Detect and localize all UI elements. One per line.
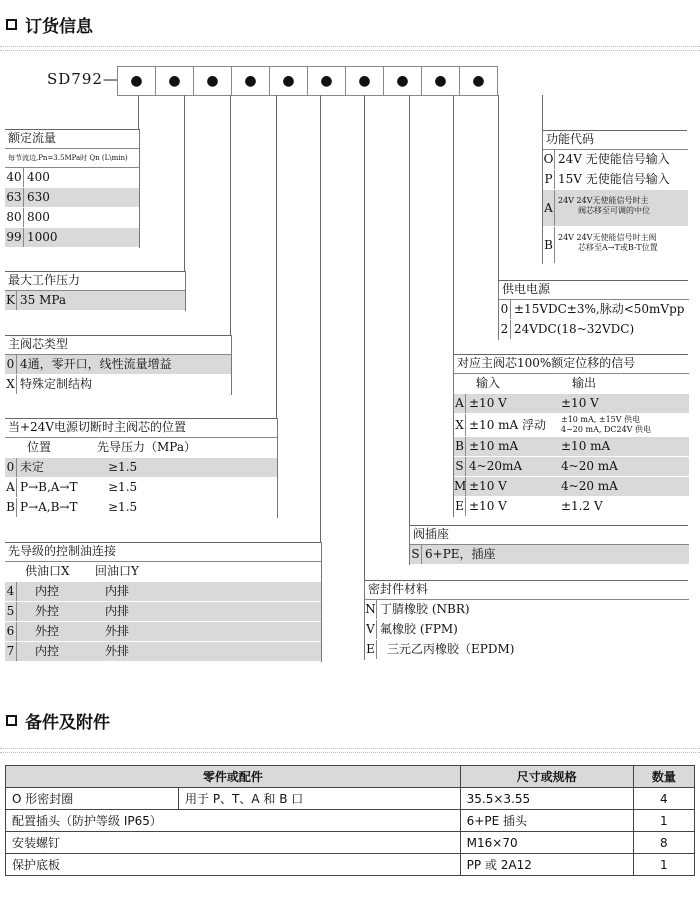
connector-line: [184, 95, 185, 271]
connector-line: [498, 95, 499, 280]
table-row: S 6+PE，插座: [410, 545, 689, 565]
table-row: 4 内控 内排: [5, 582, 321, 602]
table-row: 5 外控 内排: [5, 602, 321, 622]
table-row: S 4~20mA 4~20 mA: [454, 457, 689, 477]
power-cut-title: 当+24V电源切断时主阀芯的位置: [5, 418, 277, 438]
checkbox-square-icon: [6, 19, 17, 30]
socket-block: [409, 525, 689, 565]
code-slot: ●: [383, 66, 422, 96]
table-row: 保护底板 PP 或 2A12 1: [6, 854, 695, 876]
table-row: 40 400: [5, 168, 139, 188]
table-row: O 24V 无使能信号输入: [543, 150, 688, 170]
table-row: 2 24VDC(18~32VDC): [499, 320, 689, 340]
table-header-row: 输入 输出: [454, 374, 689, 394]
power-cut-block: [5, 418, 278, 518]
code-slot: ●: [193, 66, 232, 96]
table-row: A ±10 V ±10 V: [454, 394, 689, 414]
table-row: P 15V 无使能信号输入: [543, 170, 688, 190]
table-row: A P→B,A→T ≥1.5: [5, 478, 277, 498]
table-row: 6 外控 外排: [5, 622, 321, 642]
accessories-table: [5, 765, 695, 876]
table-row: E 三元乙丙橡胶（EPDM): [365, 640, 689, 660]
spool-type-title: 主阀芯类型: [5, 335, 231, 355]
code-slot: ●: [345, 66, 384, 96]
table-row: 7 内控 外排: [5, 642, 321, 662]
code-slot: ●: [155, 66, 194, 96]
connector-line: [364, 95, 365, 580]
section-divider: [0, 46, 700, 51]
table-row: V 氟橡胶 (FPM): [365, 620, 689, 640]
table-row: B P→A,B→T ≥1.5: [5, 498, 277, 518]
table-row: 安装螺钉 M16×70 8: [6, 832, 695, 854]
table-row: A 24V 24V无使能信号时主 阀芯移至可调的中位: [543, 190, 688, 227]
table-header-row: 位置 先导压力（MPa）: [5, 438, 277, 458]
table-row: 0 未定 ≥1.5: [5, 458, 277, 478]
signal-block: [453, 354, 689, 517]
table-row: 99 1000: [5, 228, 139, 248]
code-slot: ●: [269, 66, 308, 96]
rated-flow-block: [5, 129, 140, 248]
table-row: K 35 MPa: [5, 291, 185, 311]
power-supply-block: [498, 280, 689, 340]
connector-line: [276, 95, 277, 418]
code-slot: ●: [459, 66, 498, 96]
connector-line: [409, 95, 410, 525]
table-row: X ±10 mA 浮动 ±10 mA, ±15V 供电 4~20 mA, DC24V 供电: [454, 414, 689, 437]
power-supply-title: 供电电源: [499, 280, 689, 300]
function-code-title: 功能代码: [543, 130, 688, 150]
code-slot: ●: [117, 66, 156, 96]
code-slots: [118, 66, 498, 96]
table-row: 80 800: [5, 208, 139, 228]
table-header-row: 零件或配件 尺寸或规格 数量: [6, 766, 695, 788]
code-slot: ●: [307, 66, 346, 96]
table-row: 0 4通，零开口，线性流量增益: [5, 355, 231, 375]
table-row: O 形密封圈 用于 P、T、A 和 B 口 35.5×3.55 4: [6, 788, 695, 810]
rated-flow-subtitle: 每节流边,Pn=3.5MPa时 Qn (L\min): [5, 149, 139, 168]
max-pressure-title: 最大工作压力: [5, 271, 185, 291]
spool-type-block: [5, 335, 232, 395]
seal-block: [364, 580, 689, 660]
function-code-block: [542, 130, 688, 264]
table-row: 配置插头（防护等级 IP65） 6+PE 插头 1: [6, 810, 695, 832]
model-prefix: SD792—: [47, 70, 119, 88]
connector-line: [453, 95, 454, 355]
pilot-oil-title: 先导级的控制油连接: [5, 542, 321, 562]
table-row: 0 ±15VDC±3%,脉动<50mVpp: [499, 300, 689, 320]
code-slot: ●: [421, 66, 460, 96]
connector-line: [542, 95, 543, 130]
ordering-section-title: 订货信息: [6, 12, 93, 37]
checkbox-square-icon: [6, 715, 17, 726]
pilot-oil-block: [5, 542, 322, 662]
code-slot: ●: [231, 66, 270, 96]
rated-flow-title: 额定流量: [5, 129, 139, 149]
connector-line: [320, 95, 321, 542]
signal-title: 对应主阀芯100%额定位移的信号: [454, 354, 689, 374]
table-row: M ±10 V 4~20 mA: [454, 477, 689, 497]
table-row: N 丁腈橡胶 (NBR): [365, 600, 689, 620]
accessories-section-title: 备件及附件: [6, 708, 110, 733]
connector-line: [230, 95, 231, 335]
seal-title: 密封件材料: [365, 580, 689, 600]
socket-title: 阀插座: [410, 525, 689, 545]
table-row: X 特殊定制结构: [5, 375, 231, 395]
table-row: 63 630: [5, 188, 139, 208]
connector-line: [138, 95, 139, 129]
section-divider: [0, 748, 700, 753]
table-row: B 24V 24V无使能信号时主阀 芯移至A→T或B-T位置: [543, 227, 688, 264]
max-pressure-block: [5, 271, 186, 311]
table-header-row: 供油口X 回油口Y: [5, 562, 321, 582]
table-row: E ±10 V ±1.2 V: [454, 497, 689, 517]
table-row: B ±10 mA ±10 mA: [454, 437, 689, 457]
